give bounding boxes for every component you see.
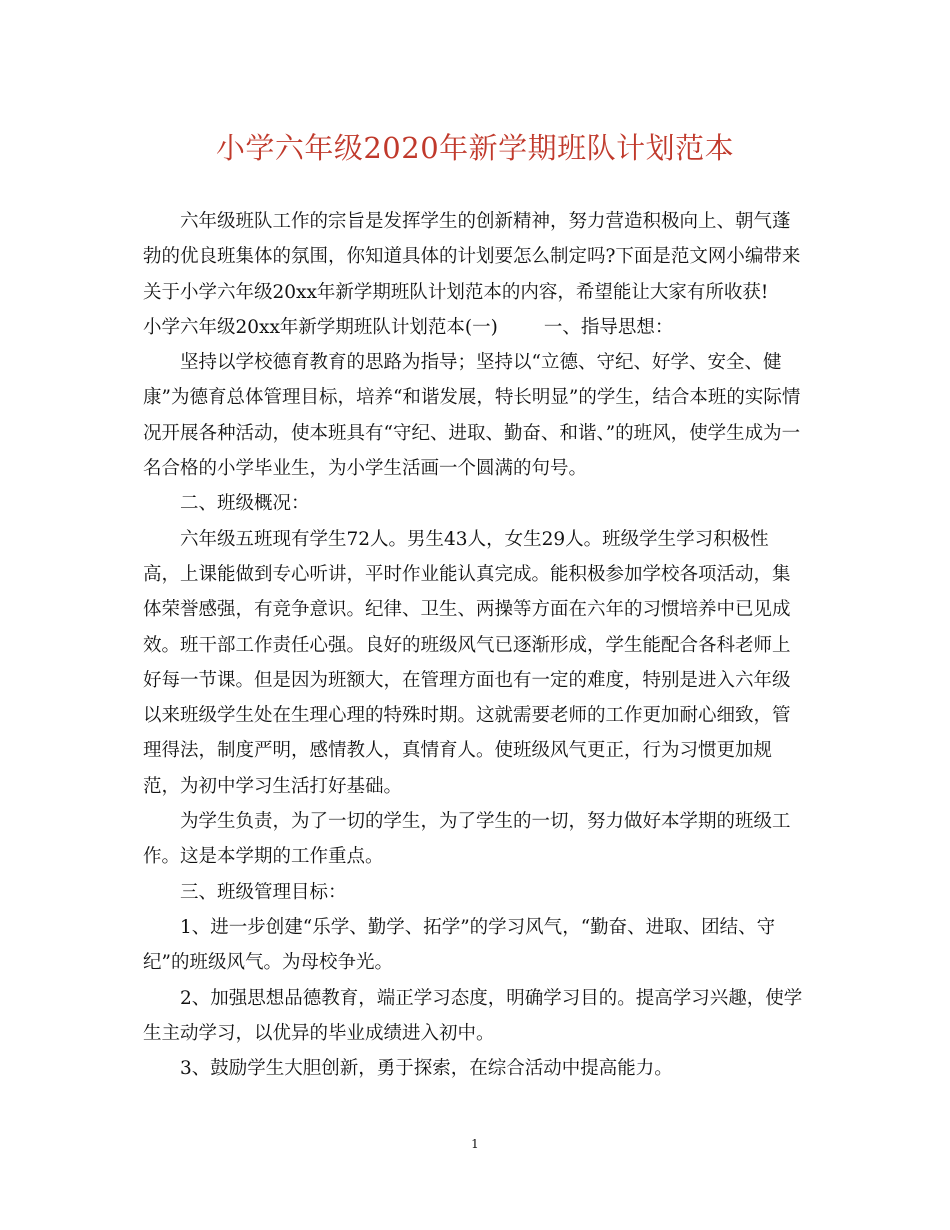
goal-3 bbox=[143, 1051, 811, 1086]
section2-line: 体荣誉感强，有竞争意识。纪律、卫生、两操等方面在六年的习惯培养中已见成 bbox=[143, 599, 791, 621]
section1-line: 名合格的小学毕业生，为小学生活画一个圆满的句号。 bbox=[143, 458, 588, 480]
section2-heading: 二、班级概况： bbox=[180, 493, 310, 515]
document-body bbox=[143, 204, 811, 1086]
section1-line: 坚持以学校德育教育的思路为指导；坚持以“立德、守纪、好学、安全、健 bbox=[180, 352, 782, 374]
section3-heading-paragraph bbox=[143, 875, 811, 910]
section1-line: 康”为德育总体管理目标，培养“和谐发展，特长明显”的学生，结合本班的实际情 bbox=[143, 387, 801, 409]
section3-heading: 三、班级管理目标： bbox=[180, 881, 347, 903]
intro-line: 六年级班队工作的宗旨是发挥学生的创新精神，努力营造积极向上、朝气蓬 bbox=[180, 211, 791, 232]
intro-line: 关于小学六年级20xx年新学期班队计划范本的内容，希望能让大家有所收获! bbox=[143, 281, 769, 303]
section2-paragraph bbox=[143, 522, 811, 804]
subtitle-line bbox=[143, 310, 811, 345]
section2-line: 效。班干部工作责任心强。良好的班级风气已逐渐形成，学生能配合各科老师上 bbox=[143, 634, 791, 656]
section1-line: 况开展各种活动，使本班具有“守纪、进取、勤奋、和谐、”的班风，使学生成为一 bbox=[143, 422, 801, 444]
intro-line: 勃的优良班集体的氛围，你知道具体的计划要怎么制定吗?下面是范文网小编带来 bbox=[143, 246, 801, 268]
section1-heading: 一、指导思想： bbox=[543, 316, 674, 338]
intro-paragraph bbox=[143, 204, 811, 310]
section1-paragraph bbox=[143, 345, 811, 486]
goal-line: 3、鼓励学生大胆创新，勇于探索，在综合活动中提高能力。 bbox=[180, 1058, 673, 1080]
section2-paragraph-2 bbox=[143, 804, 811, 875]
section2-line: 为学生负责，为了一切的学生，为了学生的一切，努力做好本学期的班级工 bbox=[180, 811, 791, 833]
document-subtitle: 小学六年级20xx年新学期班队计划范本(一) bbox=[143, 316, 498, 338]
goal-2 bbox=[143, 981, 811, 1052]
goal-1 bbox=[143, 910, 811, 981]
section2-line: 高，上课能做到专心听讲，平时作业能认真完成。能积极参加学校各项活动，集 bbox=[143, 563, 791, 585]
section2-line: 作。这是本学期的工作重点。 bbox=[143, 846, 384, 868]
section2-heading-paragraph bbox=[143, 486, 811, 521]
goal-line: 生主动学习，以优异的毕业成绩进入初中。 bbox=[143, 1022, 495, 1044]
section2-line: 六年级五班现有学生72人。男生43人，女生29人。班级学生学习积极性 bbox=[180, 528, 769, 550]
page-number: 1 bbox=[471, 1137, 479, 1151]
document-title: 小学六年级2020年新学期班队计划范本 bbox=[215, 131, 735, 165]
goal-line: 纪”的班级风气。为母校争光。 bbox=[143, 952, 393, 974]
goal-line: 1、进一步创建“乐学、勤学、拓学”的学习风气，“勤奋、进取、团结、守 bbox=[180, 916, 776, 938]
goal-line: 2、加强思想品德教育，端正学习态度，明确学习目的。提高学习兴趣，使学 bbox=[180, 987, 803, 1009]
section2-line: 理得法，制度严明，感情教人，真情育人。使班级风气更正，行为习惯更加规 bbox=[143, 740, 773, 762]
section2-line: 以来班级学生处在生理心理的特殊时期。这就需要老师的工作更加耐心细致，管 bbox=[143, 705, 791, 727]
section2-line: 好每一节课。但是因为班额大，在管理方面也有一定的难度，特别是进入六年级 bbox=[143, 669, 791, 691]
subtitle-row bbox=[143, 310, 811, 345]
section2-line: 范，为初中学习生活打好基础。 bbox=[143, 775, 403, 797]
